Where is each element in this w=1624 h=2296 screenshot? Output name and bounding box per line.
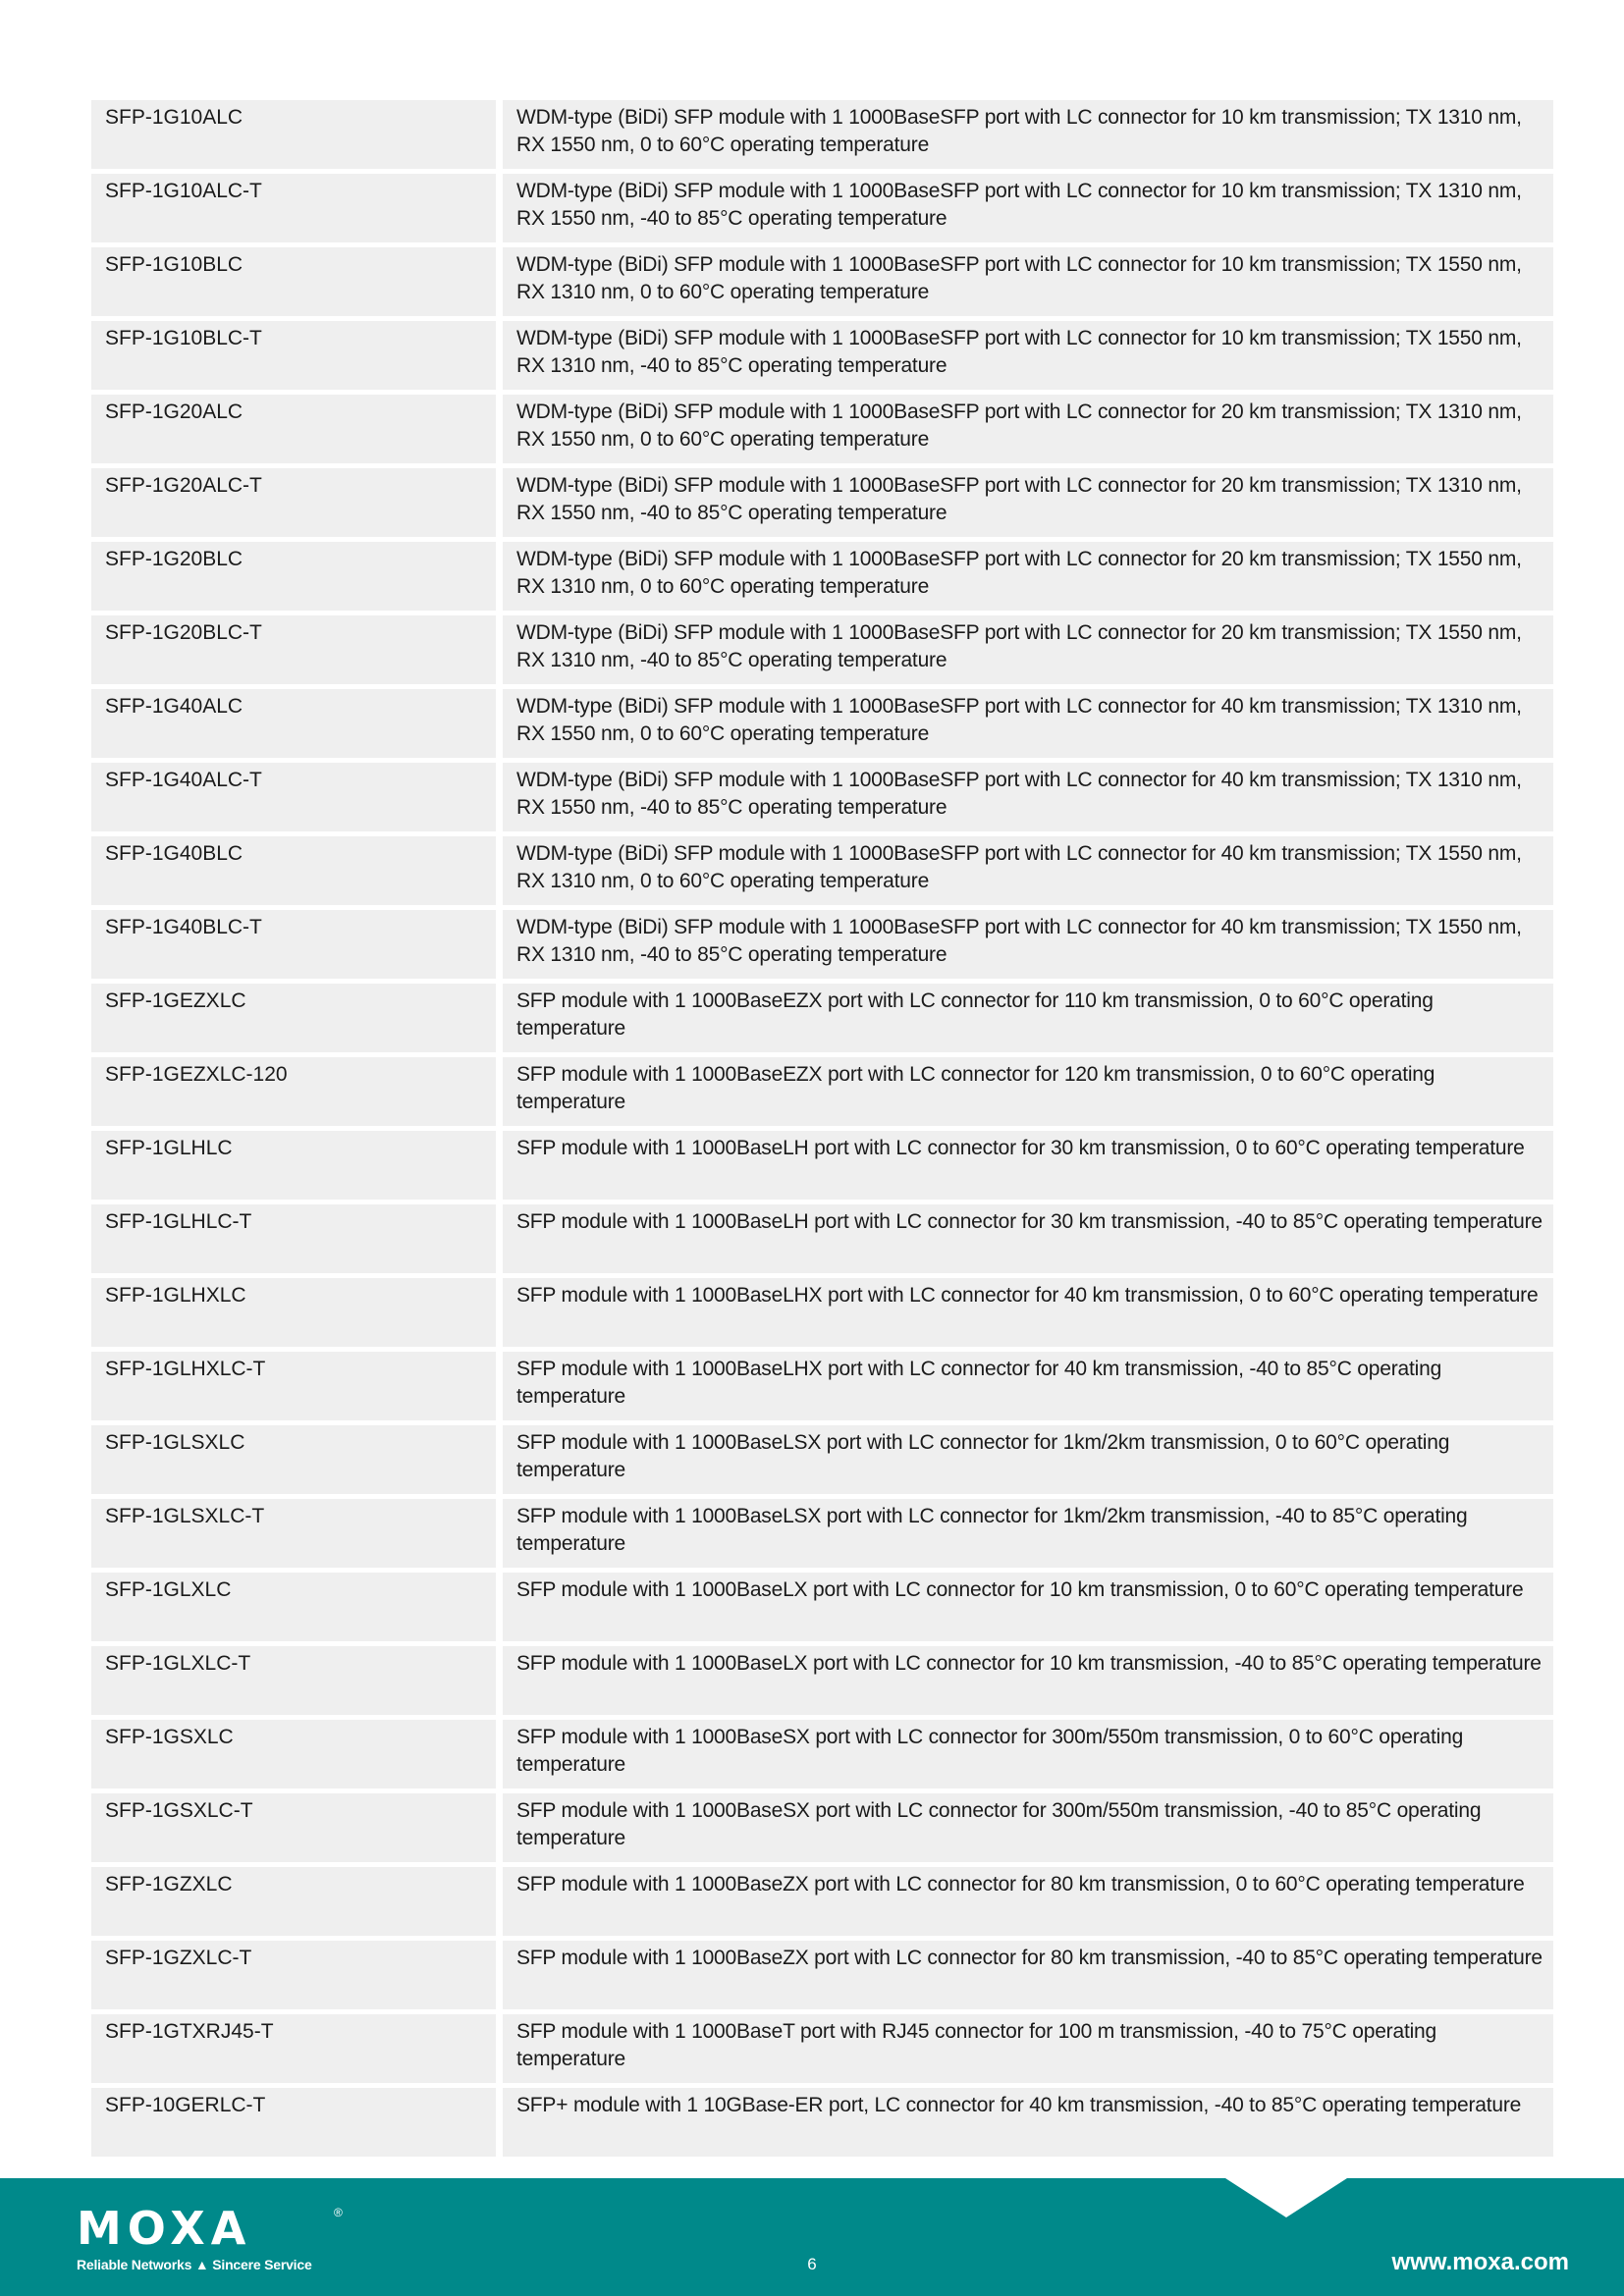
model-name-cell: SFP-1GLSXLC-T [91, 1499, 496, 1568]
table-row [91, 100, 1553, 169]
table-row [91, 615, 1553, 684]
table-row [91, 542, 1553, 611]
description-cell: SFP module with 1 1000BaseSX port with LC connector for 300m/550m transmission, -40 to 85°C operating temperature [503, 1793, 1553, 1862]
description-cell: SFP module with 1 1000BaseSX port with LC connector for 300m/550m transmission, 0 to 60°C operating temperature [503, 1720, 1553, 1789]
description-cell: WDM-type (BiDi) SFP module with 1 1000BaseSFP port with LC connector for 10 km transmission; TX 1310 nm, RX 1550 nm, -40 to 85°C operating temperature [503, 174, 1553, 242]
model-name-cell: SFP-1G10ALC [91, 100, 496, 169]
description-cell: SFP module with 1 1000BaseLSX port with LC connector for 1km/2km transmission, -40 to 85°C operating temperature [503, 1499, 1553, 1568]
description-cell: SFP module with 1 1000BaseZX port with LC connector for 80 km transmission, 0 to 60°C operating temperature [503, 1867, 1553, 1936]
table-row [91, 468, 1553, 537]
description-cell: SFP module with 1 1000BaseEZX port with LC connector for 110 km transmission, 0 to 60°C operating temperature [503, 984, 1553, 1052]
description-cell: WDM-type (BiDi) SFP module with 1 1000BaseSFP port with LC connector for 40 km transmission; TX 1550 nm, RX 1310 nm, -40 to 85°C operating temperature [503, 910, 1553, 979]
model-name-cell: SFP-1G40BLC-T [91, 910, 496, 979]
description-cell: SFP module with 1 1000BaseLHX port with LC connector for 40 km transmission, 0 to 60°C operating temperature [503, 1278, 1553, 1347]
table-row [91, 1131, 1553, 1200]
table-row [91, 1499, 1553, 1568]
table-row [91, 1425, 1553, 1494]
description-cell: WDM-type (BiDi) SFP module with 1 1000BaseSFP port with LC connector for 40 km transmission; TX 1550 nm, RX 1310 nm, 0 to 60°C operating temperature [503, 836, 1553, 905]
model-name-cell: SFP-1GEZXLC [91, 984, 496, 1052]
table-row [91, 395, 1553, 463]
table-row [91, 1646, 1553, 1715]
description-cell: WDM-type (BiDi) SFP module with 1 1000BaseSFP port with LC connector for 20 km transmission; TX 1550 nm, RX 1310 nm, -40 to 85°C operating temperature [503, 615, 1553, 684]
table-row [91, 2088, 1553, 2157]
model-name-cell: SFP-1G40BLC [91, 836, 496, 905]
table-row [91, 1057, 1553, 1126]
model-name-cell: SFP-1GLHXLC [91, 1278, 496, 1347]
table-row [91, 174, 1553, 242]
model-name-cell: SFP-1G20ALC [91, 395, 496, 463]
logo-tagline: Reliable Networks ▲ Sincere Service [77, 2257, 312, 2272]
model-name-cell: SFP-1GZXLC-T [91, 1941, 496, 2009]
description-cell: SFP module with 1 1000BaseT port with RJ45 connector for 100 m transmission, -40 to 75°C operating temperature [503, 2014, 1553, 2083]
table-row [91, 1793, 1553, 1862]
footer-notch-decoration [1225, 2178, 1347, 2217]
description-cell: SFP module with 1 1000BaseEZX port with LC connector for 120 km transmission, 0 to 60°C operating temperature [503, 1057, 1553, 1126]
table-row [91, 321, 1553, 390]
model-name-cell: SFP-1GLXLC [91, 1573, 496, 1641]
table-row [91, 2014, 1553, 2083]
model-name-cell: SFP-1G40ALC [91, 689, 496, 758]
description-cell: SFP module with 1 1000BaseLHX port with LC connector for 40 km transmission, -40 to 85°C operating temperature [503, 1352, 1553, 1420]
table-row [91, 1941, 1553, 2009]
table-row [91, 1352, 1553, 1420]
description-cell: WDM-type (BiDi) SFP module with 1 1000BaseSFP port with LC connector for 40 km transmission; TX 1310 nm, RX 1550 nm, -40 to 85°C operating temperature [503, 763, 1553, 831]
description-cell: SFP+ module with 1 10GBase-ER port, LC connector for 40 km transmission, -40 to 85°C operating temperature [503, 2088, 1553, 2157]
table-row [91, 1204, 1553, 1273]
table-row [91, 1867, 1553, 1936]
description-cell: WDM-type (BiDi) SFP module with 1 1000BaseSFP port with LC connector for 10 km transmission; TX 1310 nm, RX 1550 nm, 0 to 60°C operating temperature [503, 100, 1553, 169]
page-number: 6 [807, 2255, 817, 2273]
model-name-cell: SFP-1GLSXLC [91, 1425, 496, 1494]
logo-registered-mark: ® [334, 2206, 343, 2219]
description-cell: WDM-type (BiDi) SFP module with 1 1000BaseSFP port with LC connector for 40 km transmission; TX 1310 nm, RX 1550 nm, 0 to 60°C operating temperature [503, 689, 1553, 758]
model-name-cell: SFP-1G10ALC-T [91, 174, 496, 242]
description-cell: SFP module with 1 1000BaseLX port with LC connector for 10 km transmission, 0 to 60°C operating temperature [503, 1573, 1553, 1641]
model-name-cell: SFP-1GLHXLC-T [91, 1352, 496, 1420]
description-cell: SFP module with 1 1000BaseZX port with LC connector for 80 km transmission, -40 to 85°C operating temperature [503, 1941, 1553, 2009]
website-link[interactable]: www.moxa.com [1391, 2249, 1569, 2275]
model-name-cell: SFP-1GEZXLC-120 [91, 1057, 496, 1126]
logo-wordmark: MOXA [77, 2202, 252, 2255]
page-footer [0, 2178, 1624, 2296]
description-cell: WDM-type (BiDi) SFP module with 1 1000BaseSFP port with LC connector for 20 km transmission; TX 1550 nm, RX 1310 nm, 0 to 60°C operating temperature [503, 542, 1553, 611]
table-row [91, 1720, 1553, 1789]
table-row [91, 1278, 1553, 1347]
model-name-cell: SFP-1G20BLC-T [91, 615, 496, 684]
description-cell: WDM-type (BiDi) SFP module with 1 1000BaseSFP port with LC connector for 20 km transmission; TX 1310 nm, RX 1550 nm, 0 to 60°C operating temperature [503, 395, 1553, 463]
model-name-cell: SFP-1G40ALC-T [91, 763, 496, 831]
model-name-cell: SFP-1GSXLC-T [91, 1793, 496, 1862]
model-name-cell: SFP-1G10BLC-T [91, 321, 496, 390]
description-cell: WDM-type (BiDi) SFP module with 1 1000BaseSFP port with LC connector for 10 km transmission; TX 1550 nm, RX 1310 nm, 0 to 60°C operating temperature [503, 247, 1553, 316]
table-row [91, 689, 1553, 758]
model-name-cell: SFP-1GZXLC [91, 1867, 496, 1936]
model-name-cell: SFP-1GLHLC [91, 1131, 496, 1200]
description-cell: WDM-type (BiDi) SFP module with 1 1000BaseSFP port with LC connector for 20 km transmission; TX 1310 nm, RX 1550 nm, -40 to 85°C operating temperature [503, 468, 1553, 537]
table-row [91, 1573, 1553, 1641]
table-row [91, 984, 1553, 1052]
description-cell: SFP module with 1 1000BaseLH port with LC connector for 30 km transmission, -40 to 85°C operating temperature [503, 1204, 1553, 1273]
product-table [91, 100, 1553, 2162]
model-name-cell: SFP-1G10BLC [91, 247, 496, 316]
model-name-cell: SFP-1GLXLC-T [91, 1646, 496, 1715]
model-name-cell: SFP-1GSXLC [91, 1720, 496, 1789]
description-cell: SFP module with 1 1000BaseLX port with LC connector for 10 km transmission, -40 to 85°C operating temperature [503, 1646, 1553, 1715]
description-cell: SFP module with 1 1000BaseLH port with LC connector for 30 km transmission, 0 to 60°C operating temperature [503, 1131, 1553, 1200]
model-name-cell: SFP-1GLHLC-T [91, 1204, 496, 1273]
description-cell: SFP module with 1 1000BaseLSX port with LC connector for 1km/2km transmission, 0 to 60°C operating temperature [503, 1425, 1553, 1494]
model-name-cell: SFP-1G20BLC [91, 542, 496, 611]
model-name-cell: SFP-1GTXRJ45-T [91, 2014, 496, 2083]
table-row [91, 247, 1553, 316]
table-row [91, 836, 1553, 905]
table-row [91, 763, 1553, 831]
description-cell: WDM-type (BiDi) SFP module with 1 1000BaseSFP port with LC connector for 10 km transmission; TX 1550 nm, RX 1310 nm, -40 to 85°C operating temperature [503, 321, 1553, 390]
model-name-cell: SFP-10GERLC-T [91, 2088, 496, 2157]
model-name-cell: SFP-1G20ALC-T [91, 468, 496, 537]
table-row [91, 910, 1553, 979]
